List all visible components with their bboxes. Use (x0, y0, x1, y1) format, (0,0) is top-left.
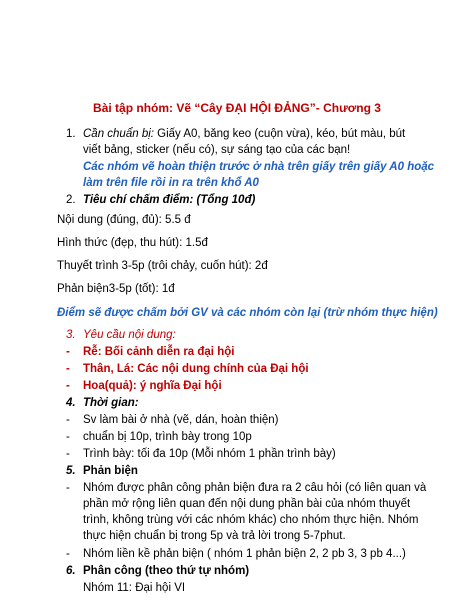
rebuttal-adjacent: Nhóm liền kề phản biện ( nhóm 1 phản biện 2, 2 pb 3, 3 pb 4...) (83, 548, 406, 560)
section-5-number: 5. (66, 465, 76, 477)
section-1-line-1 (83, 127, 405, 141)
section-2-heading: Tiêu chí chấm điểm: (Tổng 10đ) (83, 194, 256, 206)
section-5-heading: Phản biện (83, 465, 138, 477)
rebuttal-line-1: Nhóm được phân công phản biện đưa ra 2 câu hỏi (có liên quan và (83, 482, 427, 494)
section-3-heading: Yêu cầu nội dung: (83, 329, 176, 341)
content-item-trunk: Thân, Lá: Các nội dung chính của Đại hội (83, 363, 309, 375)
grading-note: Điểm sẽ được chấm bởi GV và các nhóm còn lại (trừ nhóm thực hiện) (57, 307, 438, 319)
document-page: Bài tập nhóm: Vẽ “Cây ĐẠI HỘI ĐẢNG”- Chương 3 1. Cần chuẩn bị: Giấy A0, băng keo (cuộn vừa), kéo, bút màu, bút viết bảng, sticker (nếu có), sự sáng tạo của các bạn! Các nhóm vẽ hoàn thiện trước ở nhà trên giấy trên giấy A0 hoặc làm trên file rồi in ra trên khổ A0 2. Tiêu chí chấm điểm: (Tổng 10đ) Nội dung (đúng, đủ): 5.5 đ Hình thức (đẹp, thu hút): 1.5đ Thuyết trình 3-5p (trôi chảy, cuốn hút): 2đ Phản biện3-5p (tốt): 1đ Điểm sẽ được chấm bởi GV và các nhóm còn lại (trừ nhóm thực hiện) 3. Yêu cầu nội dung: - Rễ: Bối cảnh diễn ra đại hội - Thân, Lá: Các nội dung chính của Đại hội - Hoa(quả): ý nghĩa Đại hội 4. Thời gian: - Sv làm bài ở nhà (vẽ, dán, hoàn thiện) - chuẩn bị 10p, trình bày trong 10p - Trình bày: tối đa 10p (Mỗi nhóm 1 phần trình bày) 5. Phản biện - Nhóm được phân công phản biện đưa ra 2 câu hỏi (có liên quan và phần mở rộng liên quan đến nội dung phần bài của nhóm thuyết trình, không trùng với các nhóm khác) cho nhóm thực hiện. Nhóm thực hiện chuẩn bị trong 5p và trả lời trong 5-7phut. - Nhóm liền kề phản biện ( nhóm 1 phản biện 2, 2 pb 3, 3 pb 4...) 6. Phân công (theo thứ tự nhóm) Nhóm 11: Đại hội VI (0, 0, 474, 613)
section-6-heading: Phân công (theo thứ tự nhóm) (83, 565, 250, 577)
time-item-present: Trình bày: tối đa 10p (Mỗi nhóm 1 phần trình bày) (83, 448, 336, 460)
time-item-prepare: chuẩn bị 10p, trình bày trong 10p (83, 431, 252, 443)
criteria-form: Hình thức (đẹp, thu hút): 1.5đ (57, 237, 208, 249)
section-4-number: 4. (66, 397, 76, 409)
section-1-text-1: Giấy A0, băng keo (cuộn vừa), kéo, bút màu, bút (153, 128, 406, 140)
section-1-text-2: viết bảng, sticker (nếu có), sự sáng tạo của các bạn! (83, 144, 351, 156)
content-item-flower: Hoa(quả): ý nghĩa Đại hội (83, 380, 222, 392)
criteria-presentation: Thuyết trình 3-5p (trôi chảy, cuốn hút): 2đ (57, 260, 268, 272)
rebuttal-line-3: trình, không trùng với các nhóm khác) cho nhóm thực hiện. Nhóm (83, 514, 419, 526)
section-6-number: 6. (66, 565, 76, 577)
rebuttal-line-4: thực hiện chuẩn bị trong 5p và trả lời trong 5-7phut. (83, 530, 346, 542)
content-item-roots: Rễ: Bối cảnh diễn ra đại hội (83, 346, 235, 358)
criteria-rebuttal: Phản biện3-5p (tốt): 1đ (57, 283, 175, 295)
section-2-number: 2. (66, 194, 76, 206)
time-item-homework: Sv làm bài ở nhà (vẽ, dán, hoàn thiện) (83, 414, 279, 426)
section-1-note-2: làm trên file rồi in ra trên khổ A0 (83, 177, 259, 189)
section-1-heading: Cần chuẩn bị: (83, 128, 154, 140)
assignment-text: Nhóm 11: Đại hội VI (83, 582, 186, 594)
section-1-number: 1. (66, 128, 76, 140)
section-3-number: 3. (66, 329, 76, 341)
section-4-heading: Thời gian: (83, 397, 139, 409)
rebuttal-line-2: phần mở rộng liên quan đến nội dung phần bài của nhóm thuyết (83, 498, 411, 510)
page-title: Bài tập nhóm: Vẽ “Cây ĐẠI HỘI ĐẢNG”- Chương 3 (93, 101, 381, 115)
criteria-content: Nội dung (đúng, đủ): 5.5 đ (57, 214, 191, 226)
section-1-note-1: Các nhóm vẽ hoàn thiện trước ở nhà trên giấy trên giấy A0 hoặc (83, 161, 435, 173)
